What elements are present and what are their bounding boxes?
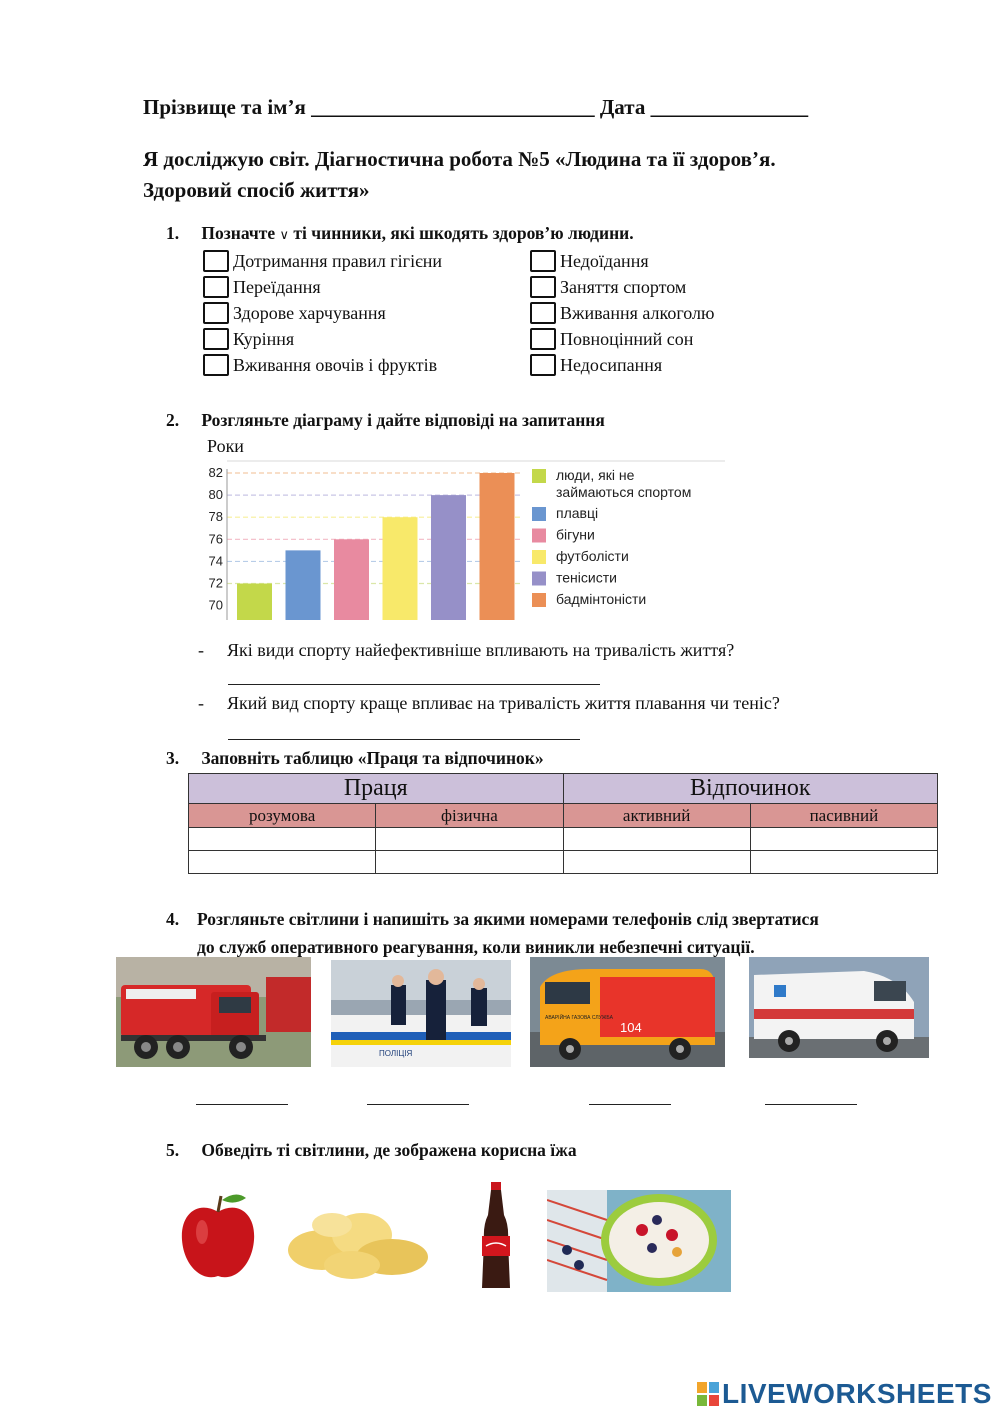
ambulance-photo [749, 957, 929, 1058]
legend-label: бадмінтоністи [556, 591, 647, 607]
subquestion-text: Який вид спорту краще впливає на тривалість життя плавання чи теніс? [227, 693, 780, 713]
legend-label: люди, які не [556, 467, 635, 483]
question-text: Обведіть ті світлини, де зображена корисна їжа [201, 1140, 577, 1160]
date-blank[interactable]: _______________ [650, 95, 809, 119]
y-tick-label: 74 [208, 553, 223, 569]
legend-label: бігуни [556, 526, 595, 543]
table-cell[interactable] [563, 828, 750, 851]
y-tick-label: 80 [208, 487, 223, 503]
legend-label: займаються спортом [556, 484, 692, 500]
subheader-physical: фізична [376, 804, 563, 828]
legend-swatch [532, 507, 546, 521]
legend-label: тенісисти [556, 569, 617, 586]
option-vegetables[interactable] [203, 352, 442, 378]
title-line-2: Здоровий спосіб життя» [143, 178, 370, 202]
question-text: Розгляньте діаграму і дайте відповіді на запитання [201, 410, 605, 430]
subquestion-1 [198, 640, 734, 661]
legend-swatch [532, 593, 546, 607]
checkbox[interactable] [530, 302, 556, 324]
option-healthy-eating[interactable] [203, 300, 442, 326]
question-number: 1. [166, 223, 180, 243]
legend-swatch [532, 572, 546, 586]
table-cell[interactable] [189, 851, 376, 874]
subquestion-text: Які види спорту найефективніше впливають на тривалість життя? [227, 640, 735, 660]
checkbox[interactable] [203, 328, 229, 350]
subheader-active: активний [563, 804, 750, 828]
cola-bottle-photo[interactable] [476, 1180, 516, 1292]
option-label: Недосипання [560, 354, 663, 375]
name-label: Прізвище та ім’я [143, 95, 306, 119]
worksheet-title [143, 144, 776, 206]
y-tick-label: 78 [208, 509, 223, 525]
options-left [203, 248, 442, 378]
question-number: 4. [166, 909, 180, 929]
police-label: ПОЛІЦІЯ [379, 1049, 413, 1058]
table-cell[interactable] [376, 828, 563, 851]
header-rest: Відпочинок [563, 774, 938, 804]
question-3 [166, 748, 544, 769]
police-photo [331, 960, 511, 1067]
checkbox[interactable] [530, 276, 556, 298]
option-overeating[interactable] [203, 274, 442, 300]
question-number: 5. [166, 1140, 180, 1160]
question-number: 3. [166, 748, 180, 768]
question-2 [166, 410, 605, 431]
checkbox[interactable] [530, 328, 556, 350]
dash: - [198, 640, 204, 660]
gas-service-number: 104 [620, 1020, 642, 1035]
option-label: Заняття спортом [560, 276, 687, 297]
checkbox[interactable] [203, 250, 229, 272]
table-cell[interactable] [750, 828, 937, 851]
logo-text: LIVEWORKSHEETS [722, 1378, 992, 1409]
name-blank[interactable]: ___________________________ [311, 95, 595, 119]
phone-answer-3[interactable] [589, 1104, 671, 1105]
bar-3 [334, 539, 369, 620]
chart-y-label: Роки [207, 436, 244, 456]
options-right [530, 248, 714, 378]
option-alcohol[interactable] [530, 300, 714, 326]
legend-swatch [532, 529, 546, 543]
bar-2 [286, 550, 321, 620]
option-undereating[interactable] [530, 248, 714, 274]
phone-answer-4[interactable] [765, 1104, 857, 1105]
subheader-passive: пасивний [750, 804, 937, 828]
bar-4 [383, 517, 418, 620]
dash: - [198, 693, 204, 713]
y-tick-label: 76 [208, 531, 223, 547]
subquestion-2 [198, 693, 780, 714]
option-label: Вживання овочів і фруктів [233, 354, 438, 375]
option-sport[interactable] [530, 274, 714, 300]
bar-5 [431, 495, 466, 620]
checkbox[interactable] [530, 354, 556, 376]
porridge-photo[interactable] [547, 1190, 731, 1292]
question-5 [166, 1140, 577, 1161]
option-label: Недоїдання [560, 250, 649, 271]
apple-photo[interactable] [178, 1190, 258, 1282]
legend-swatch [532, 469, 546, 483]
logo-icon [697, 1382, 719, 1406]
option-label: Куріння [233, 328, 295, 349]
answer-line-1[interactable] [228, 684, 600, 685]
question-4 [166, 905, 819, 961]
y-tick-label: 72 [208, 575, 223, 591]
answer-line-2[interactable] [228, 739, 580, 740]
question-text: Заповніть таблицю «Праця та відпочинок» [201, 748, 544, 768]
checkbox[interactable] [530, 250, 556, 272]
table-cell[interactable] [563, 851, 750, 874]
option-lack-of-sleep[interactable] [530, 352, 714, 378]
legend-label: футболісти [556, 548, 629, 564]
legend-label: плавці [556, 505, 599, 521]
bar-6 [480, 473, 515, 620]
table-cell[interactable] [750, 851, 937, 874]
checkbox[interactable] [203, 354, 229, 376]
liveworksheets-logo [697, 1378, 992, 1410]
subheader-mental: розумова [189, 804, 376, 828]
option-hygiene[interactable] [203, 248, 442, 274]
option-sleep[interactable] [530, 326, 714, 352]
checkbox[interactable] [203, 276, 229, 298]
y-tick-label: 70 [208, 597, 223, 613]
checkbox[interactable] [203, 302, 229, 324]
option-label: Повноцінний сон [560, 328, 694, 349]
y-tick-label: 82 [208, 465, 223, 480]
work-rest-table [188, 773, 938, 874]
life-expectancy-chart [195, 458, 735, 628]
phone-answer-2[interactable] [367, 1104, 469, 1105]
option-label: Переїдання [233, 276, 321, 297]
question-text: ті чинники, які шкодять здоров’ю людини. [293, 223, 634, 243]
question-1 [166, 223, 634, 244]
table-cell[interactable] [189, 828, 376, 851]
question-text: Позначте [201, 223, 276, 243]
question-number: 2. [166, 410, 180, 430]
title-line-1: Я досліджую світ. Діагностична робота №5 «Людина та її здоров’я. [143, 147, 776, 171]
chips-photo[interactable] [282, 1195, 434, 1285]
question-text: Розгляньте світлини і напишіть за якими номерами телефонів слід звертатися [197, 909, 819, 929]
legend-swatch [532, 550, 546, 564]
option-smoking[interactable] [203, 326, 442, 352]
question-text: до служб оперативного реагування, коли виникли небезпечні ситуації. [197, 937, 755, 957]
gas-service-label: АВАРІЙНА ГАЗОВА СЛУЖБА [545, 1015, 613, 1021]
option-label: Дотримання правил гігієни [233, 250, 443, 271]
check-mark-icon: ∨ [279, 228, 290, 243]
table-cell[interactable] [376, 851, 563, 874]
option-label: Вживання алкоголю [560, 302, 715, 323]
fire-truck-photo [116, 957, 311, 1067]
option-label: Здорове харчування [233, 302, 386, 323]
bar-1 [237, 584, 272, 620]
header-work: Праця [189, 774, 564, 804]
date-label: Дата [599, 95, 646, 119]
name-date-line [143, 95, 808, 120]
gas-service-photo [530, 957, 725, 1067]
phone-answer-1[interactable] [196, 1104, 288, 1105]
